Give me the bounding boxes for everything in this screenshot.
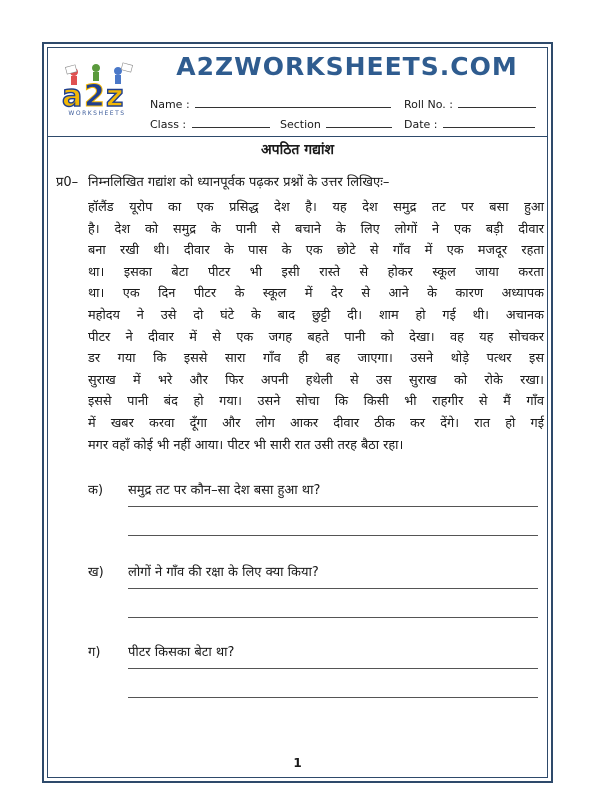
passage-line: सुराख में भरे और फिर अपनी हथेली से उस सुराख को रोके रखा। — [88, 372, 544, 388]
roll-label: Roll No. : — [404, 98, 453, 111]
question-label: क) — [88, 483, 104, 498]
logo-subtext: WORKSHEETS — [68, 110, 126, 117]
passage-line: था। एक दिन पीटर के स्कूल में देर से आने के कारण अध्यापक — [88, 286, 544, 302]
date-label: Date : — [404, 118, 438, 131]
question-label: ख) — [88, 565, 104, 580]
answer-line[interactable] — [128, 697, 538, 698]
name-field — [150, 96, 391, 111]
site-title: A2ZWORKSHEETS.COM — [176, 52, 518, 81]
question-text: समुद्र तट पर कौन–सा देश बसा हुआ था? — [128, 483, 321, 498]
svg-text:2: 2 — [84, 79, 105, 114]
passage-line: इससे पानी बंद हो गया। उसने सोचा कि किसी भी राहगीर से मैं गाँव — [88, 394, 544, 410]
passage-line: था। इसका बेटा पीटर भी इसी रास्ते से होकर स्कूल जाया करता — [88, 264, 544, 280]
passage-line: बना रखी थी। दीवार के पास के एक छोटे से गाँव में एक मजदूर रहता — [88, 243, 544, 259]
class-blank[interactable] — [192, 116, 270, 128]
svg-text:a: a — [62, 79, 83, 114]
question-text: लोगों ने गाँव की रक्षा के लिए क्या किया? — [128, 565, 319, 580]
answer-line[interactable] — [128, 535, 538, 536]
name-blank[interactable] — [195, 96, 391, 108]
page-number: 1 — [293, 756, 302, 770]
answer-line[interactable] — [128, 588, 538, 589]
roll-field — [404, 96, 536, 111]
svg-text:z: z — [106, 79, 124, 114]
section-field — [280, 116, 392, 131]
passage-line: में खबर करवा दूँगा और लोग आकर दीवार ठीक कर देंगे। रात हो गई — [88, 415, 544, 431]
passage — [88, 197, 544, 456]
passage-line: है। देश को समुद्र के पानी से बचाने के लिए लोगों ने एक बड़ी दीवार — [88, 221, 544, 237]
name-label: Name : — [150, 98, 190, 111]
passage-line: डर गया कि इससे सारा गाँव ही बह जाएगा। उसने थोड़े पत्थर इस — [88, 351, 544, 367]
instruction-text: निम्नलिखित गद्यांश को ध्यानपूर्वक पढ़कर प्रश्नों के उत्तर लिखिएः– — [88, 175, 390, 190]
class-field — [150, 116, 270, 131]
answer-line[interactable] — [128, 506, 538, 507]
passage-line: मगर वहाँ कोई भी नहीं आया। पीटर भी सारी रात उसी तरह बैठा रहा। — [88, 437, 404, 453]
passage-line: पीटर ने दीवार में से एक जगह बहते पानी को देखा। वह यह सोचकर — [88, 329, 544, 345]
date-blank[interactable] — [443, 116, 535, 128]
answer-line[interactable] — [128, 617, 538, 618]
question-text: पीटर किसका बेटा था? — [128, 645, 235, 660]
worksheet-title: अपठित गद्यांश — [260, 142, 335, 158]
passage-line: हॉलैंड यूरोप का एक प्रसिद्ध देश है। यह देश समुद्र तट पर बसा हुआ — [88, 200, 544, 215]
class-label: Class : — [150, 118, 187, 131]
answer-line[interactable] — [128, 668, 538, 669]
passage-line: महोदय ने उसे दो घंटे के बाद छुट्टी दी। शाम हो गई थी। अचानक — [88, 307, 544, 323]
roll-blank[interactable] — [458, 96, 536, 108]
date-field — [404, 116, 535, 131]
section-blank[interactable] — [326, 116, 392, 128]
header-divider — [47, 136, 548, 137]
section-label: Section — [280, 118, 321, 131]
instruction-number: प्र0– — [56, 175, 79, 190]
question-label: ग) — [88, 645, 101, 660]
